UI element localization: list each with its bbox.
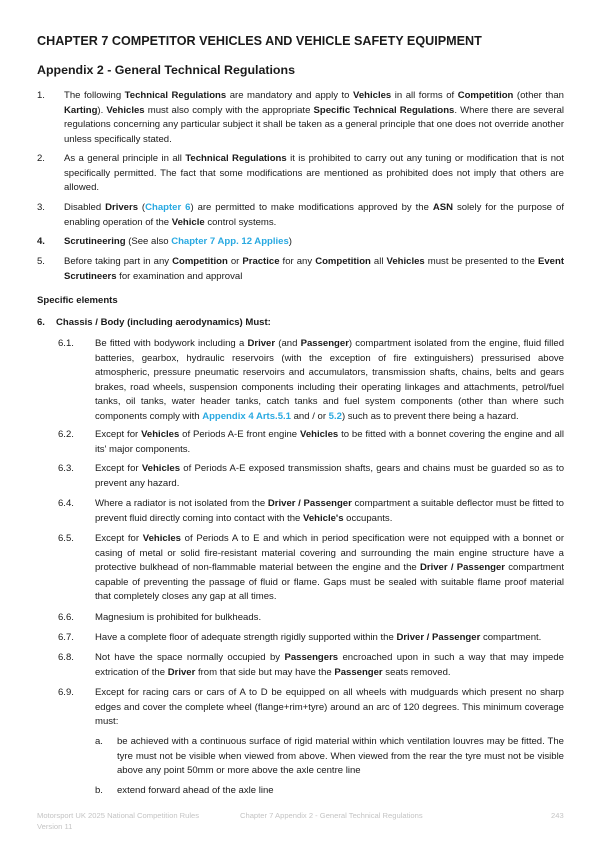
regulation-item-1: 1. The following Technical Regulations are mandatory and apply to Vehicles in all forms of Competition (other than Karting). Vehicles must also comply with the appropriate Specific Technical Regulations. Where there are several regulations concerning any particular subject it shall be taken as a general principle that one does not override another unless specifically stated. <box>37 90 565 145</box>
regulation-item-3: 3. Disabled Drivers (Chapter 6) are permitted to make modifications approved by the ASN solely for the purpose of enabling operation of the Vehicle control systems. <box>37 202 564 228</box>
sub-item-6-7: 6.7. Have a complete floor of adequate strength rigidly supported within the Driver / Passenger compartment. <box>58 632 542 643</box>
sub-item-6-8: 6.8. Not have the space normally occupied by Passengers encroached upon in such a way that may impede extrication of the Driver from that side but may have the Passenger seats removed. <box>58 652 564 678</box>
sub-item-6-6: 6.6. Magnesium is prohibited for bulkheads. <box>58 612 262 623</box>
footer-page-number: 243 <box>551 811 564 820</box>
lettered-item-b: b. extend forward ahead of the axle line <box>95 785 274 796</box>
sub-item-6-3: 6.3. Except for Vehicles of Periods A-E exposed transmission shafts, gears and chains must be guarded so as to prevent any hazard. <box>58 463 564 489</box>
chapter-title: CHAPTER 7 COMPETITOR VEHICLES AND VEHICLE SAFETY EQUIPMENT <box>37 34 482 48</box>
sub-item-6-4: 6.4. Where a radiator is not isolated from the Driver / Passenger compartment a suitable deflector must be fitted to prevent fluid directly coming into contact with the Vehicle's occupants. <box>58 498 564 524</box>
appendix-4-arts-5-1-link[interactable]: Appendix 4 Arts.5.1 <box>202 410 291 422</box>
appendix-title: Appendix 2 - General Technical Regulations <box>37 63 295 77</box>
footer-publication: Motorsport UK 2025 National Competition Rules Version 11 <box>37 811 200 831</box>
sub-item-6-2: 6.2. Except for Vehicles of Periods A-E front engine Vehicles to be fitted with a bonnet covering the engine and all its' major components. <box>58 429 565 455</box>
section-6-heading: 6. Chassis / Body (including aerodynamics) Must: <box>37 317 271 328</box>
lettered-item-a: a. be achieved with a continuous surface of rigid material within which ventilation louvres may be fitted. The tyre must not be visible when viewed from above. When viewed from the rear the tyre must not be visible above any point 50mm or more above the axle centre line <box>95 736 564 777</box>
regulation-item-2: 2. As a general principle in all Technical Regulations it is prohibited to carry out any tuning or modification that is not specifically permitted. The fact that some modifications are mentioned as prohibited does not imply that others are allowed. <box>37 153 565 194</box>
footer-section-title: Chapter 7 Appendix 2 - General Technical Regulations <box>240 811 423 820</box>
appendix-4-art-5-2-link[interactable]: 5.2 <box>328 410 342 422</box>
specific-elements-heading: Specific elements <box>37 295 118 306</box>
sub-item-6-5: 6.5. Except for Vehicles of Periods A to E and which in period specification were not equipped with a bonnet or casing of metal or solid fire-resistant material covering and surrounding the main engine structure have a protective bulkhead of non-flammable material between the engine and the Driver / Passenger compartment capable of preventing the passage of fluid or flame. Gaps must be sealed with suitable flame proof material that completely closes any gap at all times. <box>58 533 564 603</box>
chapter-6-link[interactable]: Chapter 6 <box>145 202 191 213</box>
sub-item-6-1: 6.1. Be fitted with bodywork including a Driver (and Passenger) compartment isolated from the engine, fluid filled batteries, gearbox, hydraulic reservoirs (with the exception of fire extinguishers) pressurised above atmospheric, pressure pneumatic reservoirs and accumulators, transmission shafts, chains, belts and gears brakes, road wheels, suspension components including their operating linkages and attachments, petrol/fuel tanks, oil tanks, water header tanks, catch tanks and fuel system components (other than where such components comply with Appendix 4 Arts.5.1 and / or 5.2) such as to prevent there being a hazard. <box>58 338 564 422</box>
regulation-item-5: 5. Before taking part in any Competition or Practice for any Competition all Vehicles must be presented to the Event Scrutineers for examination and approval <box>37 256 564 282</box>
sub-item-6-9: 6.9. Except for racing cars or cars of A to D be equipped on all wheels with mudguards which present no sharp edges and cover the complete wheel (flange+rim+tyre) around an arc of 120 degrees. This minimum coverage must: <box>58 687 564 728</box>
regulation-item-4: 4. Scrutineering (See also Chapter 7 App. 12 Applies) <box>37 236 292 247</box>
chapter-7-app-12-link[interactable]: Chapter 7 App. 12 Applies <box>171 236 289 247</box>
